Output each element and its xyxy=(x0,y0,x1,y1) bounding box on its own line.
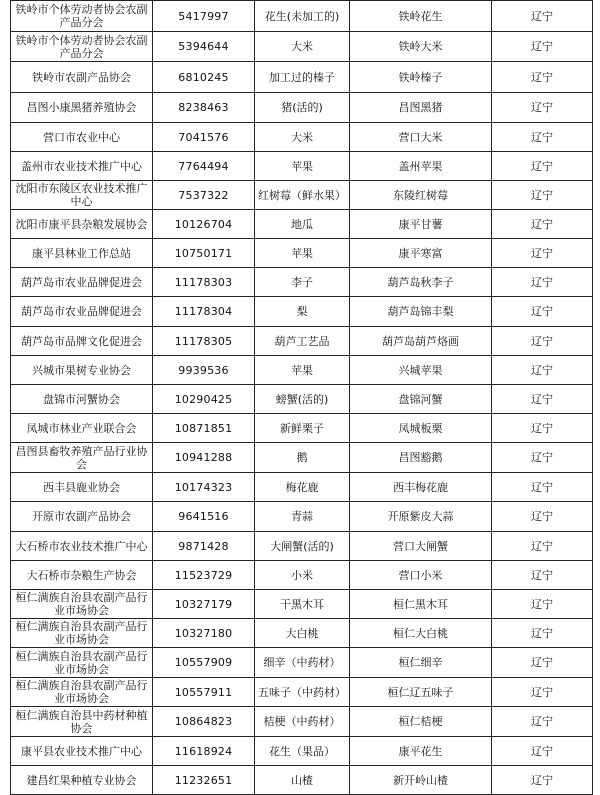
brand-name-cell: 营口小米 xyxy=(350,561,492,590)
brand-name-cell: 康平寒富 xyxy=(350,239,492,268)
product-cell: 五味子（中药材） xyxy=(255,678,350,707)
org-cell: 桓仁满族自治县农副产品行业市场协会 xyxy=(11,590,153,619)
table-row xyxy=(11,414,593,443)
table-row xyxy=(11,707,593,737)
org-cell: 葫芦岛市品牌文化促进会 xyxy=(11,327,153,356)
province-cell: 辽宁 xyxy=(492,297,593,327)
org-cell: 葫芦岛市农业品牌促进会 xyxy=(11,268,153,297)
registration-number-cell: 10290425 xyxy=(153,385,255,414)
brand-name-cell: 康平甘薯 xyxy=(350,210,492,239)
product-cell: 李子 xyxy=(255,268,350,297)
table-row xyxy=(11,268,593,297)
brand-name-cell: 昌图豁鹅 xyxy=(350,443,492,473)
product-cell: 细辛（中药材） xyxy=(255,648,350,678)
province-cell: 辽宁 xyxy=(492,181,593,210)
table-row xyxy=(11,356,593,385)
brand-name-cell: 营口大米 xyxy=(350,123,492,152)
brand-name-cell: 凤城板栗 xyxy=(350,414,492,443)
table-row xyxy=(11,619,593,648)
table-row xyxy=(11,561,593,590)
province-cell: 辽宁 xyxy=(492,619,593,648)
table-row xyxy=(11,502,593,532)
org-cell: 开原市农副产品协会 xyxy=(11,502,153,532)
org-cell: 凤城市林业产业联合会 xyxy=(11,414,153,443)
table-row xyxy=(11,532,593,561)
province-cell: 辽宁 xyxy=(492,93,593,123)
brand-name-cell: 康平花生 xyxy=(350,737,492,766)
product-cell: 大闸蟹(活的) xyxy=(255,532,350,561)
product-cell: 梨 xyxy=(255,297,350,327)
registration-number-cell: 11232651 xyxy=(153,766,255,795)
product-cell: 梅花鹿 xyxy=(255,473,350,502)
province-cell: 辽宁 xyxy=(492,766,593,795)
registration-number-cell: 10327180 xyxy=(153,619,255,648)
table-row xyxy=(11,648,593,678)
product-cell: 苹果 xyxy=(255,356,350,385)
province-cell: 辽宁 xyxy=(492,648,593,678)
brand-name-cell: 昌图黑猪 xyxy=(350,93,492,123)
org-cell: 桓仁满族自治县农副产品行业市场协会 xyxy=(11,648,153,678)
brand-name-cell: 桓仁黑木耳 xyxy=(350,590,492,619)
org-cell: 盖州市农业技术推广中心 xyxy=(11,152,153,181)
table-row xyxy=(11,766,593,795)
province-cell: 辽宁 xyxy=(492,590,593,619)
brand-name-cell: 桓仁大白桃 xyxy=(350,619,492,648)
registration-number-cell: 7041576 xyxy=(153,123,255,152)
org-cell: 沈阳市东陵区农业技术推广中心 xyxy=(11,181,153,210)
table-row xyxy=(11,93,593,123)
province-cell: 辽宁 xyxy=(492,737,593,766)
product-cell: 红树莓（鲜水果） xyxy=(255,181,350,210)
province-cell: 辽宁 xyxy=(492,239,593,268)
table-row xyxy=(11,62,593,93)
table-row xyxy=(11,239,593,268)
table-row xyxy=(11,32,593,62)
table-row xyxy=(11,181,593,210)
province-cell: 辽宁 xyxy=(492,123,593,152)
table-row xyxy=(11,678,593,707)
org-cell: 营口市农业中心 xyxy=(11,123,153,152)
org-cell: 大石桥市杂粮生产协会 xyxy=(11,561,153,590)
registration-number-cell: 11178303 xyxy=(153,268,255,297)
table-row xyxy=(11,443,593,473)
province-cell: 辽宁 xyxy=(492,32,593,62)
province-cell: 辽宁 xyxy=(492,1,593,32)
province-cell: 辽宁 xyxy=(492,327,593,356)
table-row xyxy=(11,737,593,766)
product-cell: 花生(未加工的) xyxy=(255,1,350,32)
product-cell: 新鲜栗子 xyxy=(255,414,350,443)
registration-number-cell: 10864823 xyxy=(153,707,255,737)
brand-name-cell: 铁岭花生 xyxy=(350,1,492,32)
registration-number-cell: 5417997 xyxy=(153,1,255,32)
trademark-table xyxy=(10,0,593,795)
product-cell: 干黑木耳 xyxy=(255,590,350,619)
brand-name-cell: 葫芦岛秋李子 xyxy=(350,268,492,297)
registration-number-cell: 9939536 xyxy=(153,356,255,385)
org-cell: 兴城市果树专业协会 xyxy=(11,356,153,385)
brand-name-cell: 铁岭榛子 xyxy=(350,62,492,93)
registration-number-cell: 5394644 xyxy=(153,32,255,62)
table-row xyxy=(11,1,593,32)
province-cell: 辽宁 xyxy=(492,210,593,239)
org-cell: 昌图县畜牧养殖产品行业协会 xyxy=(11,443,153,473)
registration-number-cell: 9871428 xyxy=(153,532,255,561)
product-cell: 苹果 xyxy=(255,152,350,181)
product-cell: 地瓜 xyxy=(255,210,350,239)
province-cell: 辽宁 xyxy=(492,532,593,561)
province-cell: 辽宁 xyxy=(492,443,593,473)
product-cell: 加工过的榛子 xyxy=(255,62,350,93)
product-cell: 大白桃 xyxy=(255,619,350,648)
org-cell: 桓仁满族自治县农副产品行业市场协会 xyxy=(11,619,153,648)
table-body xyxy=(11,1,593,795)
registration-number-cell: 10557909 xyxy=(153,648,255,678)
registration-number-cell: 10174323 xyxy=(153,473,255,502)
brand-name-cell: 葫芦岛葫芦烙画 xyxy=(350,327,492,356)
brand-name-cell: 盘锦河蟹 xyxy=(350,385,492,414)
registration-number-cell: 7537322 xyxy=(153,181,255,210)
registration-number-cell: 10557911 xyxy=(153,678,255,707)
registration-number-cell: 6810245 xyxy=(153,62,255,93)
table-row xyxy=(11,327,593,356)
product-cell: 猪(活的) xyxy=(255,93,350,123)
org-cell: 建昌红果种植专业协会 xyxy=(11,766,153,795)
table-row xyxy=(11,123,593,152)
org-cell: 桓仁满族自治县农副产品行业市场协会 xyxy=(11,678,153,707)
province-cell: 辽宁 xyxy=(492,502,593,532)
registration-number-cell: 11178305 xyxy=(153,327,255,356)
org-cell: 康平县林业工作总站 xyxy=(11,239,153,268)
province-cell: 辽宁 xyxy=(492,561,593,590)
org-cell: 桓仁满族自治县中药材种植协会 xyxy=(11,707,153,737)
brand-name-cell: 铁岭大米 xyxy=(350,32,492,62)
registration-number-cell: 10750171 xyxy=(153,239,255,268)
brand-name-cell: 桓仁细辛 xyxy=(350,648,492,678)
province-cell: 辽宁 xyxy=(492,356,593,385)
province-cell: 辽宁 xyxy=(492,62,593,93)
registration-number-cell: 11178304 xyxy=(153,297,255,327)
org-cell: 康平县农业技术推广中心 xyxy=(11,737,153,766)
org-cell: 昌图小康黑猪养殖协会 xyxy=(11,93,153,123)
brand-name-cell: 桓仁辽五味子 xyxy=(350,678,492,707)
product-cell: 螃蟹(活的) xyxy=(255,385,350,414)
brand-name-cell: 西丰梅花鹿 xyxy=(350,473,492,502)
org-cell: 盘锦市河蟹协会 xyxy=(11,385,153,414)
registration-number-cell: 7764494 xyxy=(153,152,255,181)
province-cell: 辽宁 xyxy=(492,385,593,414)
product-cell: 桔梗（中药材） xyxy=(255,707,350,737)
brand-name-cell: 葫芦岛锦丰梨 xyxy=(350,297,492,327)
product-cell: 苹果 xyxy=(255,239,350,268)
table-row xyxy=(11,297,593,327)
product-cell: 花生（果品） xyxy=(255,737,350,766)
org-cell: 铁岭市个体劳动者协会农副产品分会 xyxy=(11,1,153,32)
table-row xyxy=(11,385,593,414)
registration-number-cell: 8238463 xyxy=(153,93,255,123)
brand-name-cell: 兴城苹果 xyxy=(350,356,492,385)
product-cell: 大米 xyxy=(255,32,350,62)
province-cell: 辽宁 xyxy=(492,268,593,297)
product-cell: 葫芦工艺品 xyxy=(255,327,350,356)
registration-number-cell: 10327179 xyxy=(153,590,255,619)
table-row xyxy=(11,590,593,619)
brand-name-cell: 桓仁桔梗 xyxy=(350,707,492,737)
registration-number-cell: 11618924 xyxy=(153,737,255,766)
org-cell: 葫芦岛市农业品牌促进会 xyxy=(11,297,153,327)
brand-name-cell: 开原紫皮大蒜 xyxy=(350,502,492,532)
product-cell: 青蒜 xyxy=(255,502,350,532)
org-cell: 大石桥市农业技术推广中心 xyxy=(11,532,153,561)
province-cell: 辽宁 xyxy=(492,707,593,737)
brand-name-cell: 东陵红树莓 xyxy=(350,181,492,210)
product-cell: 小米 xyxy=(255,561,350,590)
brand-name-cell: 新开岭山楂 xyxy=(350,766,492,795)
org-cell: 铁岭市个体劳动者协会农副产品分会 xyxy=(11,32,153,62)
province-cell: 辽宁 xyxy=(492,678,593,707)
registration-number-cell: 10941288 xyxy=(153,443,255,473)
table-row xyxy=(11,473,593,502)
province-cell: 辽宁 xyxy=(492,473,593,502)
brand-name-cell: 营口大闸蟹 xyxy=(350,532,492,561)
table-row xyxy=(11,210,593,239)
province-cell: 辽宁 xyxy=(492,414,593,443)
registration-number-cell: 11523729 xyxy=(153,561,255,590)
product-cell: 大米 xyxy=(255,123,350,152)
registration-number-cell: 9641516 xyxy=(153,502,255,532)
product-cell: 鹅 xyxy=(255,443,350,473)
province-cell: 辽宁 xyxy=(492,152,593,181)
org-cell: 铁岭市农副产品协会 xyxy=(11,62,153,93)
brand-name-cell: 盖州苹果 xyxy=(350,152,492,181)
table-row xyxy=(11,152,593,181)
registration-number-cell: 10871851 xyxy=(153,414,255,443)
registration-number-cell: 10126704 xyxy=(153,210,255,239)
org-cell: 西丰县鹿业协会 xyxy=(11,473,153,502)
org-cell: 沈阳市康平县杂粮发展协会 xyxy=(11,210,153,239)
product-cell: 山楂 xyxy=(255,766,350,795)
